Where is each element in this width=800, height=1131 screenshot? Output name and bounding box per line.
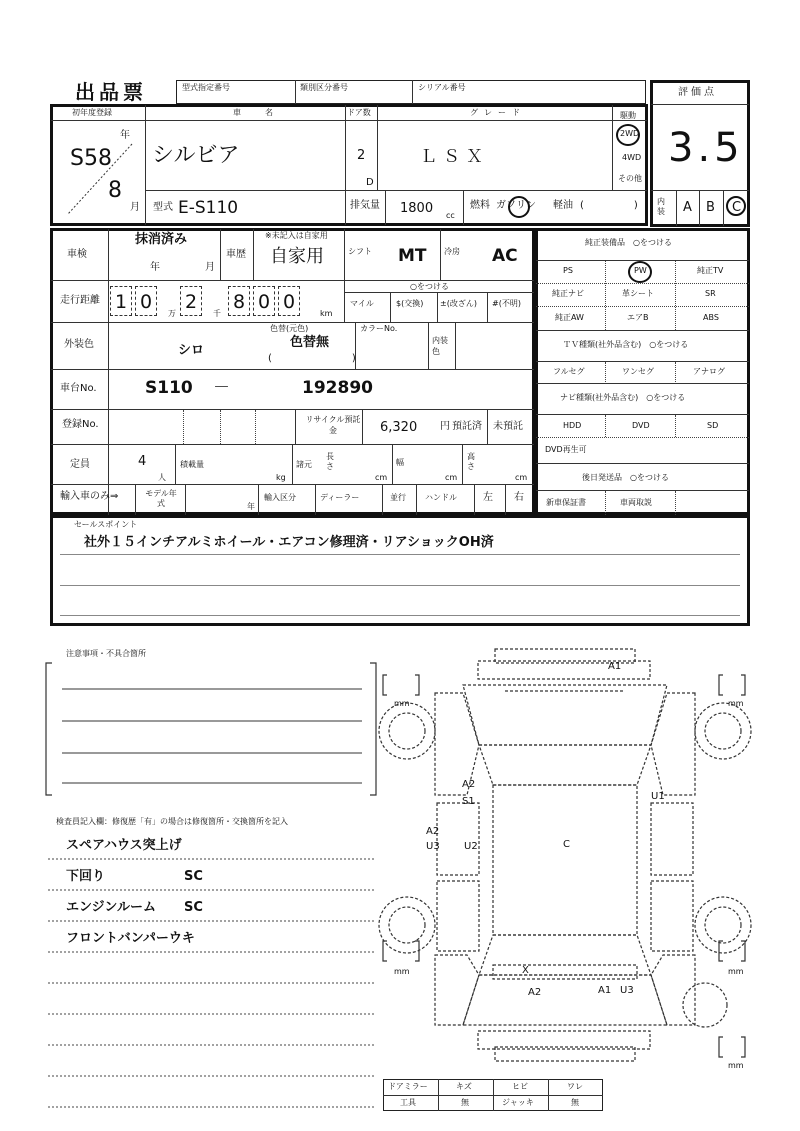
- category-label: 類別区分番号: [300, 83, 348, 92]
- navi-title: ナビ種類(社外品含む) ○をつける: [560, 393, 686, 402]
- later-warranty: 新車保証書: [546, 498, 586, 507]
- man-unit: 万: [168, 309, 176, 318]
- first-reg-year: S58: [70, 146, 112, 171]
- sales-label: セールスポイント: [74, 520, 138, 529]
- note-line-4: フロントバンパーウキ: [66, 931, 195, 946]
- history-note: ※未記入は自家用: [265, 231, 328, 240]
- equip-leather: 革シート: [622, 289, 654, 298]
- legend-jack-value: 無: [571, 1098, 579, 1107]
- displacement-label: 排気量: [350, 200, 380, 211]
- inspector-label: 検査員記入欄：修復歴「有」の場合は修復箇所・交換箇所を記入: [56, 817, 288, 826]
- exterior-color: シロ: [178, 343, 205, 358]
- mark-rear-u3: U3: [620, 985, 634, 996]
- shift-value: MT: [398, 246, 427, 266]
- mark-door-u2: U2: [464, 841, 478, 852]
- color-no-label: カラーNo.: [360, 324, 398, 333]
- unit-mile: マイル: [350, 299, 374, 308]
- color-change-paren: ( ): [268, 353, 356, 364]
- history-label: 車歴: [226, 249, 246, 260]
- legend-crack: ヒビ: [512, 1082, 528, 1091]
- mark-left-a2: A2: [462, 779, 476, 790]
- grade-label: グレード: [470, 108, 526, 117]
- import-parallel: 並行: [390, 493, 406, 502]
- ac-label: 冷房: [444, 247, 460, 256]
- equipment-title: 純正装備品 ○をつける: [585, 238, 672, 247]
- interior-grade-a: A: [683, 200, 692, 215]
- drive-4wd: 4WD: [622, 153, 642, 162]
- fuel-gasoline: ガソリン: [496, 200, 536, 211]
- mm-rear-left: mm: [394, 967, 410, 976]
- sales-box: [50, 515, 750, 626]
- interior-label: 内装: [657, 197, 665, 216]
- navi-dvd: DVD: [632, 421, 650, 430]
- sales-text: 社外１５インチアルミホイール・エアコン修理済・リアショックOH済: [84, 535, 494, 550]
- dims-label: 諸元: [296, 460, 312, 469]
- registration-label: 登録No.: [62, 419, 99, 430]
- length-cm: cm: [375, 473, 388, 482]
- capacity-unit: 人: [158, 473, 166, 482]
- note-line-3: エンジンルーム: [66, 900, 157, 915]
- navi-sd: SD: [707, 421, 719, 430]
- inspection-year-unit: 年: [150, 262, 160, 273]
- load-label: 積載量: [180, 460, 204, 469]
- chassis-dash: －: [213, 378, 230, 398]
- chassis-number: 192890: [302, 378, 373, 398]
- navi-hdd: HDD: [563, 421, 582, 430]
- height-cm: cm: [515, 473, 528, 482]
- equip-navi: 純正ナビ: [552, 289, 584, 298]
- model-code-label: 型式指定番号: [182, 83, 230, 92]
- color-change-value: 色替無: [290, 335, 330, 350]
- door-type: D: [366, 177, 374, 188]
- equip-sr: SR: [705, 289, 716, 298]
- month-unit: 月: [130, 202, 140, 213]
- recycle-value: 6,320: [380, 420, 418, 435]
- score-label: 評価点: [678, 87, 717, 98]
- note-line-1: スペアハウス突上げ: [66, 838, 182, 853]
- mark-rear-a1: A1: [598, 985, 612, 996]
- recycle-deposited: 預託済: [452, 421, 482, 432]
- handle-right: 右: [514, 492, 524, 503]
- inspection-month-unit: 月: [205, 262, 215, 273]
- mileage-digit-5: 0: [253, 286, 275, 316]
- equip-abs: ABS: [703, 313, 719, 322]
- equip-ps: PS: [563, 266, 573, 275]
- mark-rear-a2: A2: [528, 987, 542, 998]
- length-label: 長さ: [326, 452, 334, 471]
- fuel-circle: [508, 196, 530, 218]
- first-reg-slash: [60, 140, 140, 220]
- mark-side-a2: A2: [426, 826, 440, 837]
- car-name: シルビア: [152, 143, 240, 168]
- load-kg: kg: [276, 473, 286, 482]
- navi-dvd-play: DVD再生可: [545, 445, 587, 454]
- mileage-digit-2: 0: [135, 286, 157, 316]
- score-value: 3.5: [668, 125, 744, 171]
- capacity-value: 4: [138, 454, 147, 469]
- interior-grade-circle: [726, 196, 746, 216]
- first-reg-label: 初年度登録: [72, 108, 112, 117]
- drive-label: 駆動: [620, 111, 636, 120]
- unit-tampered: ±(改ざん): [440, 299, 477, 308]
- note-line-2-code: SC: [184, 869, 203, 884]
- recycle-unit: 円: [440, 421, 450, 432]
- inspection-label: 車検: [67, 249, 87, 260]
- inspection-value: 抹消済み: [135, 232, 188, 247]
- equip-airbag: エアB: [627, 313, 649, 322]
- car-diagram: [375, 635, 755, 1075]
- mm-rear-right: mm: [728, 967, 744, 976]
- year-unit: 年: [120, 130, 130, 141]
- header-code-row: [176, 80, 646, 104]
- width-cm: cm: [445, 473, 458, 482]
- import-dealer: ディーラー: [320, 493, 360, 502]
- equip-aw: 純正AW: [555, 313, 584, 322]
- legend-jack: ジャッキ: [502, 1098, 534, 1107]
- note-line-2: 下回り: [66, 869, 106, 884]
- notes-label: 注意事項・不具合箇所: [66, 649, 146, 658]
- equip-tv: 純正TV: [697, 266, 724, 275]
- inspector-lines: [46, 855, 381, 1120]
- tv-fullseg: フルセグ: [553, 367, 585, 376]
- history-value: 自家用: [270, 246, 324, 267]
- doors-value: 2: [357, 148, 366, 163]
- drive-other: その他: [618, 174, 642, 183]
- tv-analog: アナログ: [693, 367, 725, 376]
- chassis-prefix: S110: [145, 378, 193, 398]
- legend-mirror: ドアミラー: [388, 1082, 428, 1091]
- page-title: 出品票: [75, 80, 147, 104]
- mm-spare: mm: [728, 1061, 744, 1070]
- tv-oneseg: ワンセグ: [622, 367, 654, 376]
- import-class-label: 輸入区分: [264, 493, 296, 502]
- legend-scratch: キズ: [456, 1082, 472, 1091]
- model-year-unit: 年: [247, 502, 255, 511]
- grade-value: ＬＳＸ: [420, 147, 489, 167]
- mileage-label: 走行距離: [60, 295, 100, 306]
- fuel-label: 燃料: [470, 200, 490, 211]
- interior-grade-c: C: [732, 200, 742, 215]
- color-change-label: 色替(元色): [270, 324, 309, 333]
- later-manual: 車両取説: [620, 498, 652, 507]
- mm-front-left: mm: [394, 699, 410, 708]
- mileage-digit-1: 1: [110, 286, 132, 316]
- model-year-label: モデル年式: [145, 489, 177, 508]
- doors-label: ドア数: [347, 108, 371, 117]
- first-reg-month: 8: [108, 178, 122, 203]
- mileage-digit-3: 2: [180, 286, 202, 316]
- drive-2wd: 2WD: [620, 129, 640, 138]
- ac-value: AC: [492, 246, 518, 266]
- drive-circle: [616, 124, 640, 146]
- mileage-digit-6: 0: [278, 286, 300, 316]
- displacement-value: 1800: [400, 201, 434, 216]
- notes-frame: [40, 655, 385, 805]
- capacity-label: 定員: [70, 459, 90, 470]
- fuel-diesel: 軽油: [553, 200, 573, 211]
- handle-left: 左: [483, 492, 493, 503]
- height-label: 高さ: [467, 452, 475, 471]
- note-line-3-code: SC: [184, 900, 203, 915]
- chassis-label: 車台No.: [60, 383, 97, 394]
- width-label: 幅: [396, 458, 404, 467]
- handle-label: ハンドル: [425, 493, 457, 502]
- legend-tools: 工具: [400, 1098, 416, 1107]
- mark-roof-c: C: [563, 839, 570, 850]
- mark-right-u1: U1: [651, 791, 665, 802]
- tv-title: ＴＶ種類(社外品含む) ○をつける: [563, 340, 689, 349]
- type-label: 型式: [153, 202, 173, 213]
- serial-label: シリアル番号: [418, 83, 466, 92]
- km-unit: km: [320, 309, 333, 318]
- mm-front-right: mm: [728, 699, 744, 708]
- type-value: E-S110: [178, 198, 239, 218]
- recycle-not-deposited: 未預託: [493, 421, 523, 432]
- equip-pw-circle: [628, 261, 652, 283]
- import-label: 輸入車のみ⇒: [60, 491, 119, 502]
- unit-unknown: #(不明): [492, 299, 521, 308]
- cc-unit: cc: [446, 211, 455, 220]
- interior-grade-b: B: [706, 200, 715, 215]
- mark-left-s1: S1: [462, 796, 475, 807]
- car-name-label: 車 名: [233, 108, 281, 117]
- sen-unit: 千: [213, 309, 221, 318]
- recycle-label: リサイクル預託金: [305, 415, 361, 435]
- legend-tools-value: 無: [461, 1098, 469, 1107]
- mark-side-u3: U3: [426, 841, 440, 852]
- fuel-other: ( ): [580, 200, 638, 211]
- circle-note: ○をつける: [410, 282, 449, 291]
- interior-color-label: 内装色: [432, 336, 448, 356]
- mark-trunk-x: X: [522, 965, 529, 976]
- shift-label: シフト: [348, 247, 372, 256]
- exterior-label: 外装色: [64, 339, 94, 350]
- unit-exchange: $(交換): [396, 299, 424, 308]
- later-title: 後日発送品 ○をつける: [582, 473, 669, 482]
- mark-front-a1: A1: [608, 661, 622, 672]
- mileage-digit-4: 8: [228, 286, 250, 316]
- legend-break: ワレ: [567, 1082, 583, 1091]
- equip-pw: PW: [634, 266, 647, 275]
